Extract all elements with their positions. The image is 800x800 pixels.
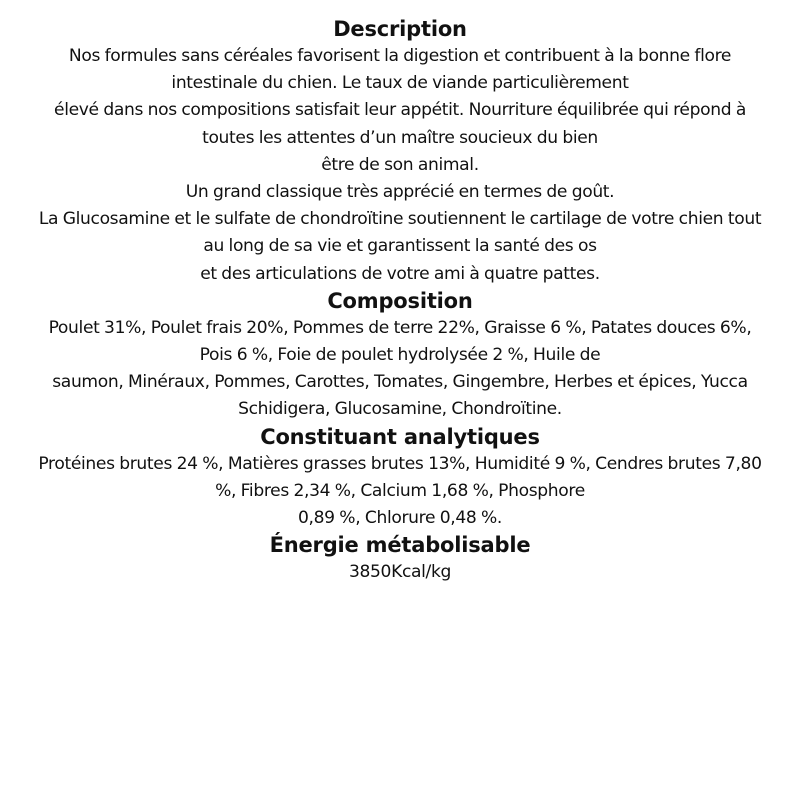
description-line: élevé dans nos compositions satisfait leur appétit. Nourriture équilibrée qui répond à — [54, 100, 746, 121]
analytical-line: %, Fibres 2,34 %, Calcium 1,68 %, Phosphore — [215, 480, 585, 501]
composition-line: saumon, Minéraux, Pommes, Carottes, Tomates, Gingembre, Herbes et épices, Yucca — [52, 372, 748, 393]
composition-line: Pois 6 %, Foie de poulet hydrolysée 2 %, Huile de — [199, 345, 601, 366]
analytical-section — [0, 424, 800, 533]
description-line: être de son animal. — [321, 154, 479, 175]
energy-heading: Énergie métabolisable — [269, 533, 531, 558]
description-heading: Description — [333, 17, 467, 41]
composition-section — [0, 288, 800, 424]
composition-heading: Composition — [327, 288, 473, 313]
composition-line: Schidigera, Glucosamine, Chondroïtine. — [238, 399, 562, 420]
description-line: et des articulations de votre ami à quatre pattes. — [200, 263, 600, 284]
analytical-line: 0,89 %, Chlorure 0,48 %. — [298, 508, 502, 529]
description-section — [0, 16, 800, 288]
composition-line: Poulet 31%, Poulet frais 20%, Pommes de terre 22%, Graisse 6 %, Patates douces 6%, — [48, 317, 752, 338]
description-line: au long de sa vie et garantissent la santé des os — [203, 236, 597, 257]
energy-section — [0, 532, 800, 586]
description-line: La Glucosamine et le sulfate de chondroïtine soutiennent le cartilage de votre chien tout — [38, 209, 762, 230]
description-line: toutes les attentes d’un maître soucieux du bien — [202, 127, 598, 148]
analytical-heading: Constituant analytiques — [260, 424, 540, 449]
description-line: intestinale du chien. Le taux de viande particulièrement — [171, 73, 629, 94]
analytical-line: Protéines brutes 24 %, Matières grasses brutes 13%, Humidité 9 %, Cendres brutes 7,80 — [38, 453, 762, 474]
energy-value: 3850Kcal/kg — [348, 562, 452, 583]
description-line: Un grand classique très apprécié en termes de goût. — [185, 182, 615, 203]
description-line: Nos formules sans céréales favorisent la digestion et contribuent à la bonne flore — [68, 46, 732, 66]
